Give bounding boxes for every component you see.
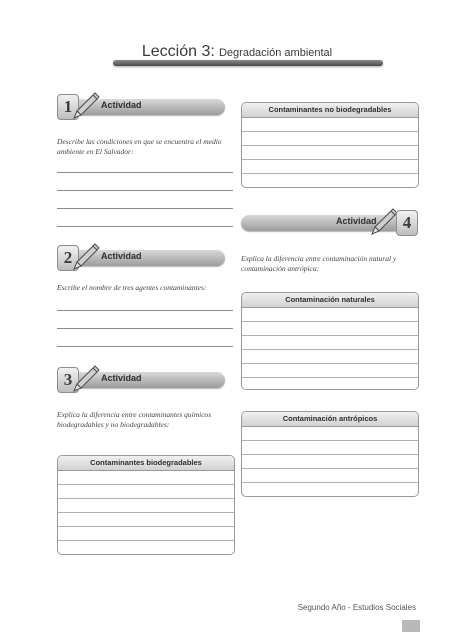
- lesson-number: Lección 3:: [141, 43, 215, 60]
- answer-line[interactable]: [57, 328, 233, 329]
- table-row[interactable]: [58, 541, 234, 555]
- answer-line[interactable]: [57, 190, 233, 191]
- answer-line[interactable]: [57, 208, 233, 209]
- activity-1-banner: [57, 97, 225, 119]
- activity-3-banner: [57, 370, 225, 392]
- activity-1-number: 1: [57, 94, 79, 120]
- table-row[interactable]: [242, 336, 418, 350]
- table-row[interactable]: [242, 174, 418, 188]
- activity-4-prompt: Explica la diferencia entre contaminación natural y contaminación antrópica:: [241, 254, 397, 273]
- activity-4-label: Actividad: [336, 216, 377, 226]
- table-row[interactable]: [242, 455, 418, 469]
- answer-line[interactable]: [57, 172, 233, 173]
- table-row[interactable]: [242, 350, 418, 364]
- table-row[interactable]: [242, 364, 418, 378]
- table-row[interactable]: [242, 118, 418, 132]
- table-row[interactable]: [242, 469, 418, 483]
- table-naturales-header: Contaminación naturales: [242, 293, 418, 308]
- pencil-icon: [369, 207, 399, 237]
- answer-line[interactable]: [57, 310, 233, 311]
- activity-2-label: Actividad: [101, 251, 142, 261]
- table-row[interactable]: [242, 146, 418, 160]
- page-title: [0, 43, 474, 61]
- title-underline-bar: [113, 60, 383, 66]
- table-naturales: [241, 292, 419, 390]
- answer-line[interactable]: [57, 346, 233, 347]
- activity-2-banner: [57, 248, 225, 270]
- pencil-icon: [71, 242, 101, 272]
- activity-3-number: 3: [57, 367, 79, 393]
- table-antropicos: [241, 411, 419, 497]
- activity-1-prompt: Describe las condiciones en que se encuentra el medio ambiente en El Salvador:: [57, 137, 222, 156]
- activity-3-label: Actividad: [101, 373, 142, 383]
- table-no-biodegradables: [241, 102, 419, 188]
- table-row[interactable]: [242, 483, 418, 497]
- table-biodegradables: [57, 455, 235, 555]
- activity-1-label: Actividad: [101, 100, 142, 110]
- activity-4-number: 4: [396, 210, 418, 236]
- activity-2-prompt: Escribe el nombre de tres agentes contaminantes:: [57, 283, 207, 292]
- page-number-box: [402, 620, 420, 632]
- table-row[interactable]: [58, 499, 234, 513]
- table-row[interactable]: [242, 427, 418, 441]
- answer-line[interactable]: [57, 226, 233, 227]
- table-row[interactable]: [58, 513, 234, 527]
- table-no-biodegradables-header: Contaminantes no biodegradables: [242, 103, 418, 118]
- table-antropicos-header: Contaminación antrópicos: [242, 412, 418, 427]
- activity-2-number: 2: [57, 245, 79, 271]
- table-biodegradables-header: Contaminantes biodegradables: [58, 456, 234, 471]
- table-row[interactable]: [58, 527, 234, 541]
- pencil-icon: [71, 91, 101, 121]
- table-row[interactable]: [242, 441, 418, 455]
- table-row[interactable]: [58, 485, 234, 499]
- table-row[interactable]: [58, 471, 234, 485]
- footer-text: Segundo Año - Estudios Sociales: [297, 603, 416, 612]
- lesson-topic: Degradación ambiental: [218, 47, 333, 59]
- table-row[interactable]: [242, 308, 418, 322]
- table-row[interactable]: [242, 132, 418, 146]
- activity-3-prompt: Explica la diferencia entre contaminantes químicos biodegradables y no biodegradables:: [57, 410, 212, 429]
- activity-4-banner: [241, 213, 417, 235]
- table-row[interactable]: [242, 322, 418, 336]
- table-row[interactable]: [242, 378, 418, 390]
- table-row[interactable]: [242, 160, 418, 174]
- pencil-icon: [71, 364, 101, 394]
